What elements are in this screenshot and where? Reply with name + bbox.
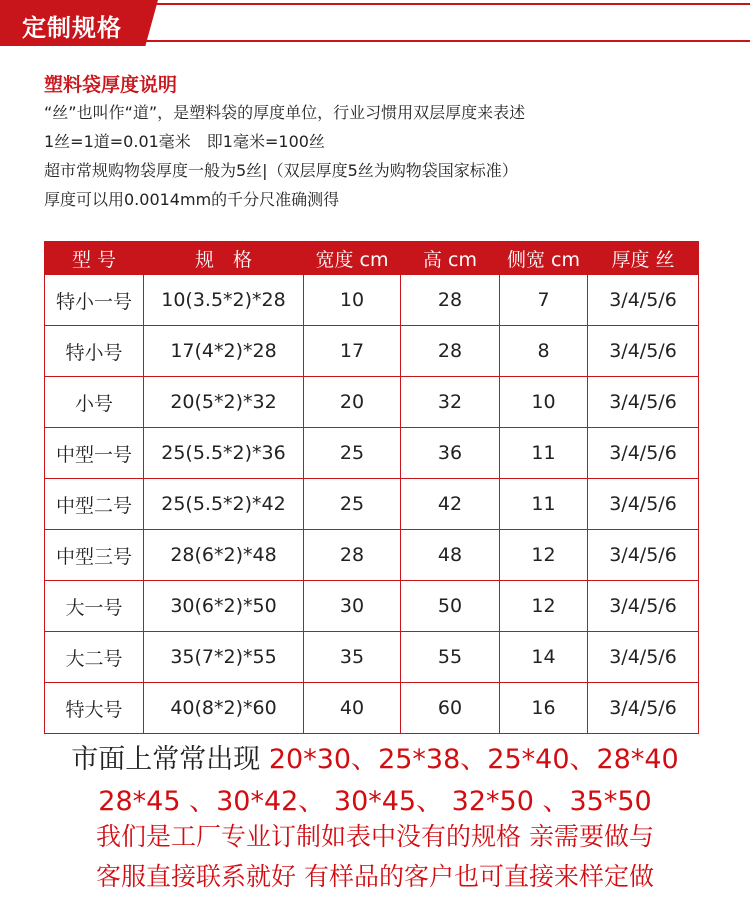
intro-line: 超市常规购物袋厚度一般为5丝|（双层厚度5丝为购物袋国家标准）	[44, 161, 518, 180]
table-cell: 42	[401, 479, 500, 530]
table-cell: 3/4/5/6	[588, 377, 699, 428]
table-cell: 3/4/5/6	[588, 530, 699, 581]
table-cell: 3/4/5/6	[588, 479, 699, 530]
column-header: 宽度 cm	[304, 242, 401, 275]
table-cell: 28(6*2)*48	[144, 530, 304, 581]
table-cell: 40(8*2)*60	[144, 683, 304, 734]
table-cell: 50	[401, 581, 500, 632]
table-cell: 17(4*2)*28	[144, 326, 304, 377]
table-cell: 12	[500, 530, 588, 581]
table-cell: 大一号	[45, 581, 144, 632]
table-cell: 14	[500, 632, 588, 683]
table-cell: 小号	[45, 377, 144, 428]
table-cell: 20	[304, 377, 401, 428]
table-cell: 中型三号	[45, 530, 144, 581]
table-cell: 60	[401, 683, 500, 734]
table-cell: 30	[304, 581, 401, 632]
table-row	[45, 632, 699, 683]
table-row	[45, 428, 699, 479]
table-row	[45, 683, 699, 734]
table-cell: 17	[304, 326, 401, 377]
intro-line: “丝”也叫作“道”，是塑料袋的厚度单位，行业习惯用双层厚度来表述	[44, 103, 526, 122]
table-cell: 特小一号	[45, 275, 144, 326]
table-row	[45, 326, 699, 377]
table-cell: 特大号	[45, 683, 144, 734]
table-cell: 3/4/5/6	[588, 581, 699, 632]
notes-prefix: 市面上常常出现	[71, 744, 261, 775]
table-cell: 3/4/5/6	[588, 632, 699, 683]
column-header: 侧宽 cm	[500, 242, 588, 275]
table-cell: 25	[304, 479, 401, 530]
table-cell: 10(3.5*2)*28	[144, 275, 304, 326]
table-cell: 48	[401, 530, 500, 581]
table-body	[45, 275, 699, 734]
table-cell: 3/4/5/6	[588, 275, 699, 326]
table-cell: 28	[401, 326, 500, 377]
table-cell: 7	[500, 275, 588, 326]
intro-line: 1丝=1道=0.01毫米 即1毫米=100丝	[44, 132, 325, 151]
table-cell: 3/4/5/6	[588, 428, 699, 479]
table-cell: 35(7*2)*55	[144, 632, 304, 683]
table-cell: 11	[500, 428, 588, 479]
thickness-intro	[44, 72, 734, 214]
table-row	[45, 530, 699, 581]
table-cell: 大二号	[45, 632, 144, 683]
table-row	[45, 377, 699, 428]
table-cell: 8	[500, 326, 588, 377]
table-cell: 40	[304, 683, 401, 734]
table-cell: 中型一号	[45, 428, 144, 479]
notes-custom-order: 我们是工厂专业订制如表中没有的规格 亲需要做与	[96, 822, 654, 851]
table-cell: 11	[500, 479, 588, 530]
table-cell: 特小号	[45, 326, 144, 377]
notes-sizes-continued: 28*45 、30*42、 30*45、 32*50 、35*50	[98, 786, 652, 817]
table-cell: 55	[401, 632, 500, 683]
notes-contact: 客服直接联系就好 有样品的客户也可直接来样定做	[96, 862, 654, 891]
table-cell: 25(5.5*2)*42	[144, 479, 304, 530]
table-cell: 12	[500, 581, 588, 632]
table-cell: 25	[304, 428, 401, 479]
intro-title: 塑料袋厚度说明	[44, 74, 178, 96]
column-header: 规 格	[144, 242, 304, 275]
table-cell: 28	[304, 530, 401, 581]
table-row	[45, 479, 699, 530]
table-cell: 20(5*2)*32	[144, 377, 304, 428]
table-cell: 10	[500, 377, 588, 428]
column-header: 高 cm	[401, 242, 500, 275]
table-cell: 25(5.5*2)*36	[144, 428, 304, 479]
table-cell: 35	[304, 632, 401, 683]
column-header: 厚度 丝	[588, 242, 699, 275]
table-cell: 10	[304, 275, 401, 326]
table-header-row	[45, 242, 699, 275]
table-row	[45, 581, 699, 632]
table-cell: 3/4/5/6	[588, 683, 699, 734]
intro-line: 厚度可以用0.0014mm的千分尺准确测得	[44, 190, 340, 209]
spec-table	[44, 241, 699, 734]
column-header: 型 号	[45, 242, 144, 275]
header-title: 定制规格	[22, 14, 122, 42]
table-cell: 16	[500, 683, 588, 734]
table-row	[45, 275, 699, 326]
table-cell: 28	[401, 275, 500, 326]
table-cell: 30(6*2)*50	[144, 581, 304, 632]
table-cell: 中型二号	[45, 479, 144, 530]
table-cell: 3/4/5/6	[588, 326, 699, 377]
notes-common-sizes	[0, 737, 750, 776]
notes-sizes: 20*30、25*38、25*40、28*40	[260, 744, 679, 775]
table-cell: 36	[401, 428, 500, 479]
table-cell: 32	[401, 377, 500, 428]
